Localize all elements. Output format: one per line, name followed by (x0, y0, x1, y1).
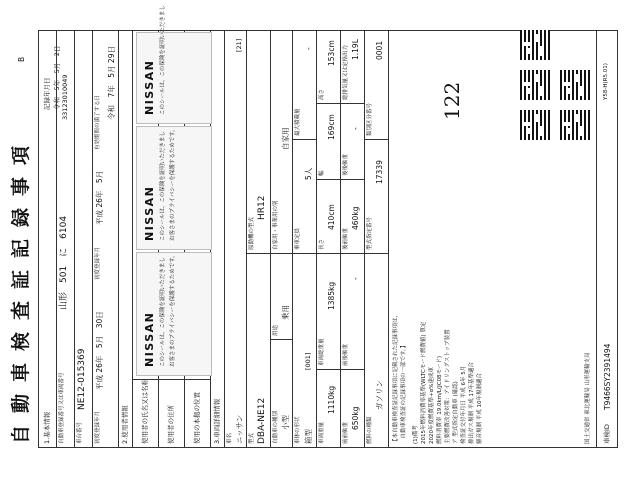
body-label: 車体の形状 (295, 416, 301, 444)
note-line: 燃料消費率 19.0km/L(JC08モード) (437, 356, 443, 444)
form-ref: Y58-H(R5.01) (603, 63, 609, 100)
sticker-text-2: お客さまのプライバシーを保護するためです。 (170, 252, 176, 367)
fuel-value: ガソリン (375, 380, 384, 410)
expiry-value: 令和 7年 5月 29日 (107, 46, 116, 120)
engine-label: 原動機の型式 (249, 216, 255, 250)
purpose-label: 自家用・事業用の別 (273, 200, 279, 250)
issue-date-label: 記録年月日 (43, 77, 51, 110)
issuer: 国土交通省 東北運輸局 山形運輸支局 (585, 352, 591, 444)
vin-label: 車台番号 (77, 421, 83, 444)
model-value: DBA-NE12 (257, 397, 267, 444)
class-num-value: 0001 (375, 40, 384, 60)
length-label: 長さ (319, 238, 325, 250)
rear-axle2-label: 後後軸重 (343, 153, 349, 176)
privacy-sticker-1 (136, 252, 212, 376)
gross-label: 車両総重量 (319, 338, 325, 366)
qr-code-icon (520, 70, 550, 100)
front-axle2-value: - (351, 277, 360, 280)
first-reg-value: 平成 26年 5月 30日 (95, 311, 104, 390)
note-line: 排出ガス規制 平成 17年基準適合 (469, 362, 475, 444)
vehicle-section-heading: 3.車両詳細情報 (213, 398, 221, 444)
privacy-sticker-2 (136, 126, 212, 250)
maker-value: ニッサン (235, 414, 244, 444)
note-line: 2020年度燃費基準+α%達成車 (429, 367, 435, 444)
nissan-logo: NISSAN (143, 59, 156, 115)
maker-label: 車名 (227, 432, 233, 444)
sticker-text: このシールは、この保険を証明いただきまし (160, 5, 166, 115)
sticker-text-2: お客さまのプライバシーを保護するためです。 (170, 126, 176, 241)
front-axle-label: 前前軸重 (343, 421, 349, 444)
registration-number: 33123010049 (61, 74, 69, 120)
base-location-label: 使用の本拠の位置 (193, 392, 201, 444)
document-title: 自動車検査証記録事項 (10, 133, 32, 444)
maker-code: [21] (235, 38, 243, 52)
user-name-label: 使用者の氏名又は名称 (141, 379, 149, 444)
type-num-label: 型式指定番号 (367, 216, 373, 250)
nissan-logo: NISSAN (143, 311, 156, 367)
note-line: 騒音規制 平成 10年規制適合 (477, 373, 483, 444)
weight-value: 1110kg (327, 385, 336, 414)
fuel-label: 燃料の種類 (367, 416, 373, 444)
basic-section-heading: 1.基本情報 (43, 411, 51, 444)
note-line: 検査証交付年月日 平成 6年 5月 (461, 365, 467, 444)
id-label: 車検ID (603, 424, 611, 444)
usage-label: 用途 (273, 324, 279, 336)
qr-code-icon (520, 30, 550, 60)
made-label: 初度登録年月 (95, 246, 101, 280)
note-line: 主要燃費改善対策：アイドリングストップ装置 (445, 329, 451, 444)
privacy-sticker-3 (136, 5, 212, 124)
load-label: 最大積載量 (295, 108, 301, 136)
capacity-label: 乗車定員 (295, 227, 301, 250)
id-value: T9466SY2391494 (603, 343, 612, 410)
rear-axle2-value: - (351, 127, 360, 130)
type-num-value: 17339 (375, 160, 384, 184)
engine-value: HR12 (257, 195, 267, 220)
body-code: [001] (304, 352, 312, 370)
qr-code-icon (560, 110, 590, 140)
gross-value: 1385kg (327, 281, 336, 310)
handwritten-number: 122 (440, 81, 464, 120)
displacement-value: 1.19L (351, 39, 360, 60)
height-value: 153cm (327, 40, 336, 66)
width-label: 幅 (319, 170, 325, 176)
height-label: 高さ (319, 88, 325, 100)
displacement-label: 総排気量又は定格出力 (343, 44, 349, 100)
capacity-value: 5人 (304, 167, 313, 180)
class-num-label: 類別区分番号 (367, 102, 373, 136)
rear-axle-value: 460kg (351, 206, 360, 230)
vin-value: NE12-015369 (77, 348, 87, 410)
note-line: 【本自動車検査証記録事項に記載された記録事項は、 (393, 311, 399, 444)
note-line: 自動車検査証の記録事項の一部です。】 (401, 342, 407, 444)
width-value: 169cm (327, 114, 336, 140)
qr-code-icon (560, 70, 590, 100)
note-line: (1)備考 (413, 425, 419, 444)
issue-date: 令和 5年 5月 2日 (53, 45, 61, 110)
note-line: 2015年燃料消費率基準(WLTCモード燃費値) 算定 (421, 321, 427, 444)
expiry-label: 有効期間の満了する日 (95, 94, 101, 150)
note-line: ア 型式指定自動車 (確認) (453, 381, 459, 444)
nissan-logo: NISSAN (143, 185, 156, 241)
b-mark: B (17, 56, 26, 62)
user-address-label: 使用者の住所 (167, 405, 175, 444)
model-label: 型式 (249, 432, 255, 444)
sticker-text: このシールは、この保険を証明いただきまし (160, 257, 166, 367)
weight-label: 車両重量 (319, 421, 325, 444)
front-axle-value: 650kg (351, 406, 360, 430)
purpose-value: 自家用 (281, 127, 290, 150)
usage-value: 乗用 (281, 305, 290, 320)
first-reg-label: 初度登録年月 (95, 410, 101, 444)
plate-value: 山形 501 に 6104 (59, 215, 69, 310)
qr-code-icon (520, 110, 550, 140)
sticker-text: このシールは、この保険を証明いただきまし (160, 131, 166, 241)
type-label: 自動車の種別 (273, 410, 279, 444)
made-value: 平成 26年 5月 (95, 170, 104, 225)
body-value: 箱型 (304, 429, 313, 444)
user-section-heading: 2.使用者情報 (121, 405, 129, 444)
rear-axle-label: 後前軸重 (343, 227, 349, 250)
plate-label: 自動車登録番号又は車両番号 (59, 372, 65, 444)
load-value: - (304, 47, 313, 50)
type-value: 小型 (281, 415, 290, 430)
front-axle2-label: 前後軸重 (343, 343, 349, 366)
length-value: 410cm (327, 204, 336, 230)
